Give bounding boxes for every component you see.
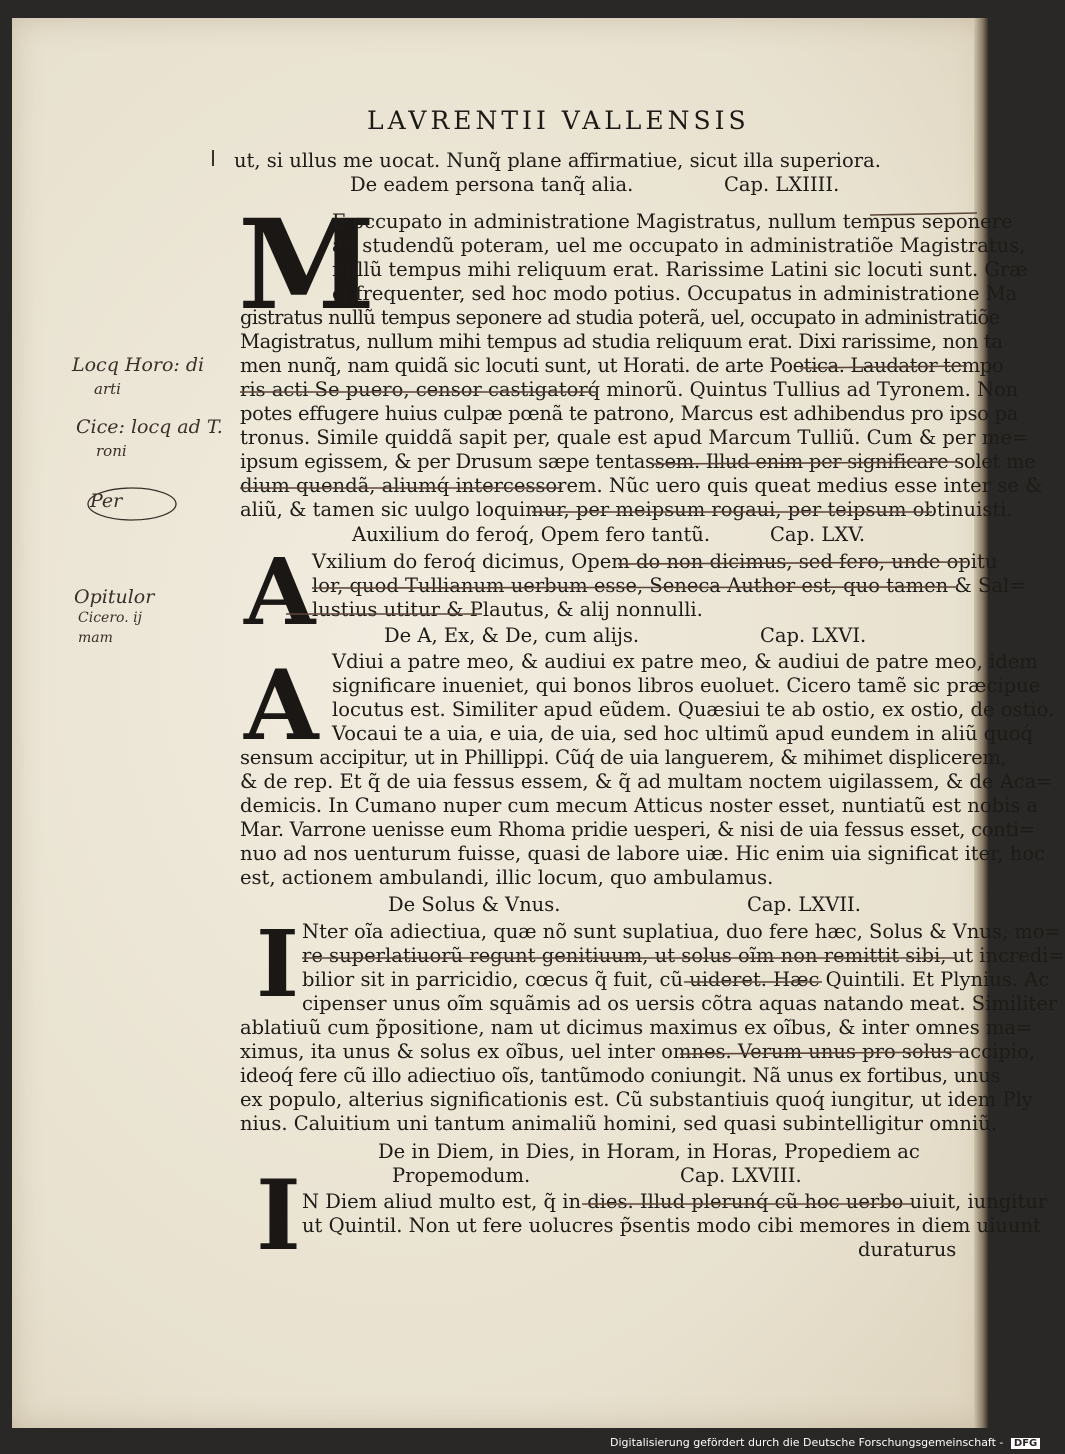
text-line: N Diem aliud multo est, q̃ in dies. Illud plerunq́ cũ hoc uerbo uiuit, iungitur: [302, 1190, 1048, 1213]
dropcap-a: A: [244, 538, 316, 646]
margin-note: Cicero. ij: [78, 610, 142, 626]
text-line: re superlatiuorũ regunt genitiuum, ut solus oĩm non remittit sibi, ut incredi=: [302, 944, 1065, 967]
text-line: cipenser unus oĩm squãmis ad os uersis cõtra aquas natando meat. Similiter: [302, 992, 1058, 1015]
text-line: gistratus nullũ tempus seponere ad studia poterã, uel, occupato in administratiõe: [240, 306, 1000, 329]
margin-note: roni: [96, 442, 127, 460]
text-line: est, actionem ambulandi, illic locum, quo ambulamus.: [240, 866, 774, 889]
margin-note: mam: [78, 630, 113, 646]
book-page: [12, 18, 1065, 1428]
text-line: ci frequenter, sed hoc modo potius. Occupatus in administratione Ma: [332, 282, 1018, 305]
margin-note: arti: [94, 380, 121, 398]
dropcap-m: M: [238, 193, 376, 338]
text-line: lor, quod Tullianum uerbum esse, Seneca Author est, quo tamen & Sal=: [312, 574, 1026, 597]
text-line: nullũ tempus mihi reliquum erat. Rarissime Latini sic locuti sunt. Græ: [332, 258, 1028, 281]
text-line: men nunq̃, nam quidã sic locuti sunt, ut Horati. de arte Poetica. Laudator tempo: [240, 354, 1004, 377]
text-line: bilior sit in parricidio, cœcus q̃ fuit, cũ uideret. Hæc Quintili. Et Plynius. Ac: [302, 968, 1050, 991]
text-line: significare inueniet, qui bonos libros euoluet. Cicero tamẽ sic præcipue: [332, 674, 1041, 697]
text-line: & de rep. Et q̃ de uia fessus essem, & q̃ ad multam noctem uigilassem, & de Aca=: [240, 770, 1053, 793]
text-line: ipsum egissem, & per Drusum sæpe tentassem. Illud enim per significare solet me: [240, 450, 1036, 473]
chapter-number-lxv: Cap. LXV.: [770, 523, 866, 546]
text-line: Magistratus, nullum mihi tempus ad studia reliquum erat. Dixi rarissime, non ta: [240, 330, 1003, 353]
footer-text: Digitalisierung gefördert durch die Deutsche Forschungsgemeinschaft -: [610, 1436, 1004, 1449]
footer-credit: [610, 1436, 1040, 1449]
text-line: E occupato in administratione Magistratus, nullum tempus seponere: [332, 210, 1013, 233]
text-line: locutus est. Similiter apud eũdem. Quæsiui te ab ostio, ex ostio, de ostio.: [332, 698, 1055, 721]
text-line: nuo ad nos uenturum fuisse, quasi de labore uiæ. Hic enim uia significat iter, hoc: [240, 842, 1045, 865]
dfg-logo: DFG: [1011, 1438, 1040, 1449]
dropcap-i: I: [256, 1159, 301, 1272]
text-line: ideoq́ fere cũ illo adiectiuo oĩs, tantũmodo coniungit. Nã unus ex fortibus, unus: [240, 1064, 1001, 1087]
text-line: dium quendã, aliumq́ intercessorem. Nũc uero quis queat medius esse inter se &: [240, 474, 1043, 497]
text-line: tronus. Simile quiddã sapit per, quale est apud Marcum Tulliũ. Cum & per me=: [240, 426, 1029, 449]
dropcap-i: I: [256, 910, 300, 1018]
margin-note: Locq Horo: di: [72, 354, 205, 376]
running-title: LAVRENTII VALLENSIS: [367, 106, 750, 135]
text-line: Vxilium do feroq́ dicimus, Opem do non dicimus, sed fero, unde opitu: [312, 550, 998, 573]
dropcap-a: A: [244, 649, 319, 762]
text-line: demicis. In Cumano nuper cum mecum Atticus noster esset, nuntiatũ est nobis a: [240, 794, 1039, 817]
text-line: ximus, ita unus & solus ex oĩbus, uel inter omnes. Verum unus pro solus accipio,: [240, 1040, 1036, 1063]
text-line: ablatiuũ cum p̃positione, nam ut dicimus maximus ex oĩbus, & inter omnes ma=: [240, 1016, 1033, 1039]
section-caption-lxvi: De A, Ex, & De, cum alijs.: [384, 624, 640, 647]
text-line: sensum accipitur, ut in Phillippi. Cũq́ de uia languerem, & mihimet displicerem,: [240, 746, 1007, 769]
text-line: lustius utitur & Plautus, & alij nonnulli.: [312, 598, 703, 621]
section-caption-lxiiii: De eadem persona tanq̃ alia.: [350, 173, 634, 196]
section-caption-lxv: Auxilium do feroq́, Opem fero tantũ.: [352, 523, 711, 546]
chapter-number-lxiiii: Cap. LXIIII.: [724, 173, 840, 196]
chapter-number-lxvi: Cap. LXVI.: [760, 624, 867, 647]
margin-note-circle: [62, 478, 262, 678]
margin-note: Opitulor: [74, 586, 155, 608]
text-line: Vocaui te a uia, e uia, de uia, sed hoc ultimũ apud eundem in aliũ quoq́: [332, 722, 1033, 745]
text-line: Vdiui a patre meo, & audiui ex patre meo, & audiui de patre meo, idem: [332, 650, 1038, 673]
text-line: Nter oĩa adiectiua, quæ nõ sunt suplatiua, duo fere hæc, Solus & Vnus, mo=: [302, 920, 1061, 943]
text-line: nius. Caluitium uni tantum animaliũ homini, sed quasi subintelligitur omniũ.: [240, 1112, 997, 1135]
text-line: Mar. Varrone uenisse eum Rhoma pridie uesperi, & nisi de uia fessus esset, conti=: [240, 818, 1035, 841]
handwritten-underlines: [12, 18, 988, 1428]
chapter-number-lxvii: Cap. LXVII.: [747, 893, 861, 916]
chapter-number-lxviii: Cap. LXVIII.: [680, 1164, 802, 1187]
text-line: ris acti Se puero, censor castigatorq́ minorũ. Quintus Tullius ad Tyronem. Non: [240, 378, 1019, 401]
section-caption-lxvii: De Solus & Vnus.: [388, 893, 561, 916]
text-line: aliũ, & tamen sic uulgo loquimur, per meipsum rogaui, per teipsum obtinuisti.: [240, 498, 1013, 521]
margin-note: Per: [90, 490, 123, 512]
margin-note: Cice: locq ad T.: [76, 416, 223, 438]
text-line: potes effugere huius culpæ pœnã te patrono, Marcus est adhibendus pro ipso pa: [240, 402, 1019, 425]
first-line: ut, si ullus me uocat. Nunq̃ plane affirmatiue, sicut illa superiora.: [234, 149, 881, 172]
section-caption-lxviii-line1: De in Diem, in Dies, in Horam, in Horas, Propediem ac: [378, 1140, 920, 1163]
section-caption-lxviii: Propemodum.: [392, 1164, 531, 1187]
text-line: ad studendũ poteram, uel me occupato in administratiõe Magistratus,: [332, 234, 1026, 257]
text-line: ut Quintil. Non ut fere uolucres p̃sentis modo cibi memores in diem uiuunt: [302, 1214, 1041, 1237]
text-line: ex populo, alterius significationis est. Cũ substantiuis quoq́ iungitur, ut idem Ply: [240, 1088, 1033, 1111]
catchword: duraturus: [858, 1238, 957, 1261]
